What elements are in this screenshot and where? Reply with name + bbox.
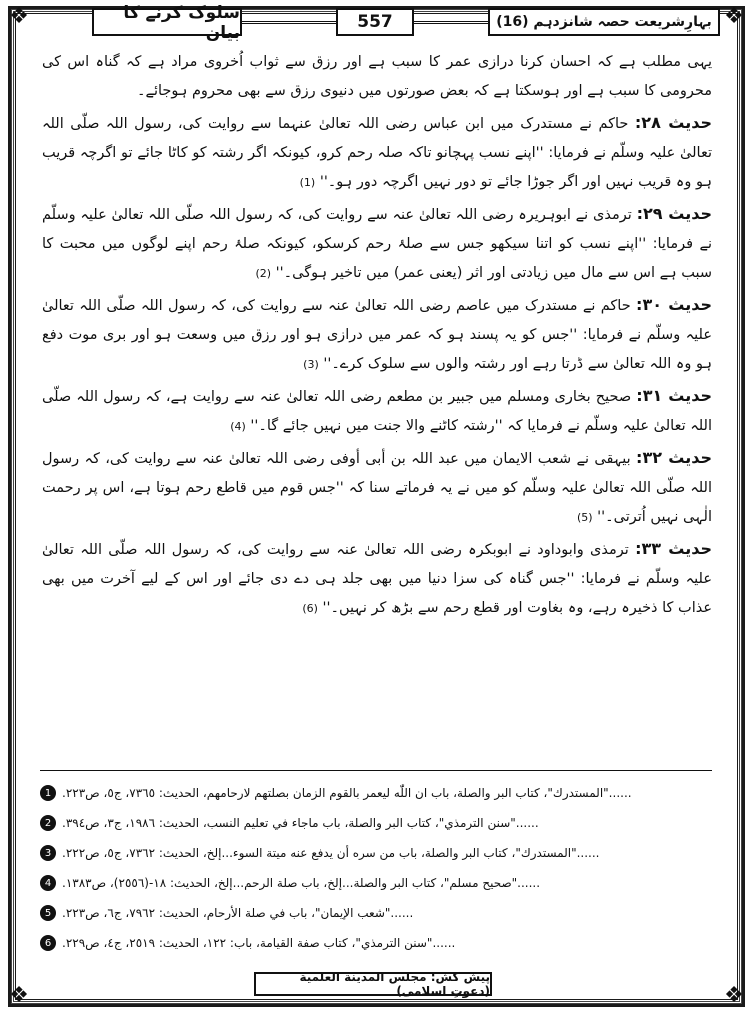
hadith-text: صحیح بخاری ومسلم میں جبیر بن مطعم رضی اللہ تعالیٰ عنہ سے روایت ہے، کہ رسول اللہ صلّی اللہ تعالیٰ علیہ وسلّم نے فرمایا کہ ''رشتہ کاٹنے والا جنت میں نہیں جائے گا۔'': [42, 389, 712, 434]
footnote-ref[interactable]: (6): [302, 602, 318, 615]
footnote-ref[interactable]: (4): [230, 420, 246, 433]
footnote-item: [40, 778, 712, 808]
page-header: [40, 2, 720, 43]
publisher-footer: پیش کش: مجلس المدينة العلمية (دعوتِ اسلامی): [254, 972, 492, 996]
footnote-ref[interactable]: (3): [303, 358, 319, 371]
hadith-paragraph: [42, 108, 712, 197]
hadith-paragraph: [42, 290, 712, 379]
footnote-item: [40, 928, 712, 958]
hadith-paragraph: [42, 199, 712, 288]
footnote-number: 1: [40, 785, 56, 801]
footnote-text: ......"سنن الترمذي"، كتاب البر والصلة، باب ماجاء في تعليم النسب، الحديث: ١٩٨٦، ج٣، ص٣٩٤.: [62, 816, 539, 830]
footnote-number: 5: [40, 905, 56, 921]
corner-ornament-icon: ❖: [724, 4, 744, 29]
hadith-paragraph: [42, 443, 712, 532]
footnote-item: [40, 808, 712, 838]
hadith-text: حاکم نے مستدرک میں ابن عباس رضی اللہ تعالیٰ عنہما سے روایت کی، رسول اللہ صلّی اللہ تعالیٰ علیہ وسلّم نے فرمایا: ''اپنے نسب پہچانو تاکہ صلہ رحم کرو، کیونکہ اگر رشتہ کو کاٹا جائے تو اگرچہ قریب ہو وہ قریب نہیں اور اگر جوڑا جائے تو دور نہیں اگرچہ دور ہو۔'': [42, 116, 712, 190]
footnote-ref[interactable]: (5): [576, 511, 593, 524]
hadith-label: حدیث ۳۲:: [636, 448, 712, 467]
corner-ornament-icon: ❖: [9, 4, 29, 29]
footnote-text: ......"سنن الترمذي"، كتاب صفة القيامة، باب: ١٢٢، الحديث: ٢٥١٩، ج٤، ص٢٢٩.: [62, 936, 456, 950]
footnote-divider: [40, 770, 712, 771]
footnote-item: [40, 838, 712, 868]
corner-ornament-icon: ❖: [9, 983, 29, 1008]
intro-paragraph: یہی مطلب ہے کہ احسان کرنا درازی عمر کا سبب ہے اور رزق سے ثواب اُخروی مراد ہے کہ گناہ اس کی محرومی کا سبب ہے اور ہوسکتا ہے کہ بعض صورتوں میں دنیوی رزق سے بھی محروم ہوجائے۔: [42, 54, 712, 99]
hadith-label: حدیث ۳۱:: [636, 386, 712, 405]
hadith-label: حدیث ۳۰:: [636, 295, 713, 314]
footnote-text: ......"المستدرك"، كتاب البر والصلة، باب ان اللّٰه ليعمر بالقوم الزمان بصلتهم لارحامهم، الحديث: ٧٣٦٥، ج٥، ص٢٢٣.: [62, 786, 632, 800]
page-number: 557: [336, 8, 414, 36]
footnote-item: [40, 898, 712, 928]
footnote-number: 2: [40, 815, 56, 831]
hadith-label: حدیث ۲۸:: [634, 113, 713, 132]
corner-ornament-icon: ❖: [724, 983, 744, 1008]
chapter-title: سلوک کرنے کا بیان: [92, 8, 242, 36]
footnote-text: ......"المستدرك"، كتاب البر والصلة، باب من سره أن يدفع عنه ميتة السوء...إلخ، الحديث: ٧٣٦٢، ج٥، ص٢٢٢.: [62, 846, 600, 860]
footnote-text: ......"صحيح مسلم"، كتاب البر والصلة...إلخ، باب صلة الرحم...إلخ، الحديث: ١٨-(٢٥٥٦)، ص١٣٨٣.: [62, 876, 541, 890]
hadith-text: حاکم نے مستدرک میں عاصم رضی اللہ تعالیٰ عنہ سے روایت کی، کہ رسول اللہ صلّی اللہ تعالیٰ علیہ وسلّم نے فرمایا: ''جس کو یہ پسند ہو کہ عمر میں درازی ہو اور رزق میں وسعت ہو اور بری موت دفع ہو وہ اللہ تعالیٰ سے ڈرتا رہے اور رشتہ والوں سے سلوک کرے۔'': [42, 298, 712, 372]
hadith-paragraph: [42, 381, 712, 441]
footnotes-list: [40, 778, 712, 963]
hadith-label: حدیث ۲۹:: [636, 204, 712, 223]
main-text: [42, 48, 712, 738]
footnote-number: 3: [40, 845, 56, 861]
footnote-ref[interactable]: (2): [255, 267, 272, 280]
book-title: بہارِشریعت حصہ شانزدہم (16): [488, 8, 720, 36]
footnote-ref[interactable]: (1): [299, 176, 316, 189]
hadith-paragraph: [42, 534, 712, 623]
hadith-text: بیہقی نے شعب الایمان میں عبد اللہ بن أبی أوفی رضی اللہ تعالیٰ عنہ سے روایت کی، کہ رسول اللہ صلّی اللہ تعالیٰ علیہ وسلّم کو میں نے یہ فرماتے سنا کہ ''جس قوم میں قاطع رحم ہوتا ہے، اس پر رحمت الٰہی نہیں اُترتی۔'': [42, 451, 712, 525]
footnote-number: 6: [40, 935, 56, 951]
footnote-text: ......"شعب الإيمان"، باب في صلة الأرحام، الحديث: ٧٩٦٢، ج٦، ص٢٢٣.: [62, 906, 414, 920]
header-divider: [414, 21, 488, 24]
header-divider: [242, 21, 336, 24]
hadith-label: حدیث ۳۳:: [635, 539, 713, 558]
hadith-text: ترمذی وابوداود نے ابوبکرہ رضی اللہ تعالیٰ عنہ سے روایت کی، کہ رسول اللہ صلّی اللہ تعالیٰ علیہ وسلّم نے فرمایا: ''جس گناہ کی سزا دنیا میں بھی جلد ہی دے دی جائے اور اس کے لیے آخرت میں بھی عذاب کا ذخیرہ رہے، وہ بغاوت اور قطع رحم سے بڑھ کر نہیں۔'': [42, 542, 712, 616]
footnote-item: [40, 868, 712, 898]
hadith-text: ترمذی نے ابوہریرہ رضی اللہ تعالیٰ عنہ سے روایت کی، کہ رسول اللہ صلّی اللہ تعالیٰ علیہ وسلّم نے فرمایا: ''اپنے نسب کو اتنا سیکھو جس سے صلۂ رحم کرسکو، کیونکہ صلۂ رحم اپنے لوگوں میں محبت کا سبب ہے اس سے مال میں زیادتی اور اثر (یعنی عمر) میں تاخیر ہوگی۔'': [42, 207, 712, 281]
footnote-number: 4: [40, 875, 56, 891]
